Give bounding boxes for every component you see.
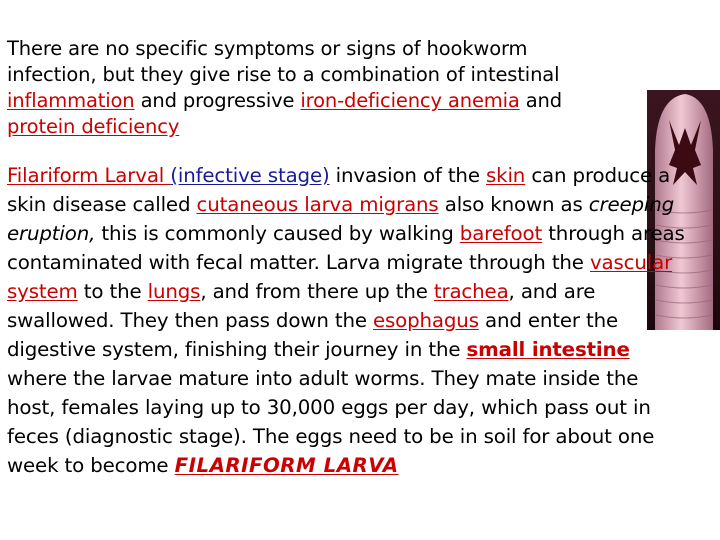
link-protein-deficiency[interactable]: protein deficiency — [7, 115, 180, 138]
link-barefoot[interactable]: barefoot — [459, 222, 543, 245]
para2-text-6: to the — [77, 280, 148, 303]
link-lungs[interactable]: lungs — [147, 280, 201, 303]
link-vascular-system[interactable]: vascular system — [7, 251, 673, 303]
para2-text-7: , and from there up the — [200, 280, 434, 303]
link-infective-stage[interactable]: (infective stage) — [170, 164, 330, 187]
para2-text-3: also known as — [438, 193, 589, 216]
link-filariform-larva[interactable]: FILARIFORM LARVA — [174, 454, 399, 477]
link-iron-deficiency-anemia[interactable]: iron-deficiency anemia — [300, 89, 520, 112]
creeping-eruption-text: creeping eruption, — [7, 193, 675, 245]
paragraph-larva-invasion — [7, 161, 687, 480]
paragraph-symptoms — [7, 36, 607, 140]
para2-text-5: through areas contaminated with fecal matter. Larva migrate through the — [7, 222, 685, 274]
link-trachea[interactable]: trachea — [433, 280, 509, 303]
para1-text-2: and progressive — [134, 89, 301, 112]
link-skin[interactable]: skin — [485, 164, 526, 187]
para1-text-3: and — [519, 89, 562, 112]
para2-text-4: this is commonly caused by walking — [95, 222, 460, 245]
link-small-intestine[interactable]: small intestine — [466, 338, 630, 361]
para2-text-8: , and are swallowed. They then pass down the — [7, 280, 596, 332]
link-esophagus[interactable]: esophagus — [373, 309, 479, 332]
link-filariform-larval[interactable]: Filariform Larval — [7, 164, 171, 187]
para2-text-10: where the larvae mature into adult worms. They mate inside the host, females laying up to 30,000 eggs per day, which pass out in feces (diagnostic stage). The eggs need to be in soil for about one week to become — [7, 367, 655, 477]
para2-text-2: can produce a skin disease called — [7, 164, 671, 216]
link-cutaneous-larva-migrans[interactable]: cutaneous larva migrans — [196, 193, 439, 216]
para2-text-1: invasion of the — [329, 164, 486, 187]
para1-text-1: There are no specific symptoms or signs of hookworm infection, but they give rise to a combination of intestinal — [7, 37, 560, 86]
link-inflammation[interactable]: inflammation — [7, 89, 135, 112]
para2-text-9: and enter the digestive system, finishing their journey in the — [7, 309, 619, 361]
